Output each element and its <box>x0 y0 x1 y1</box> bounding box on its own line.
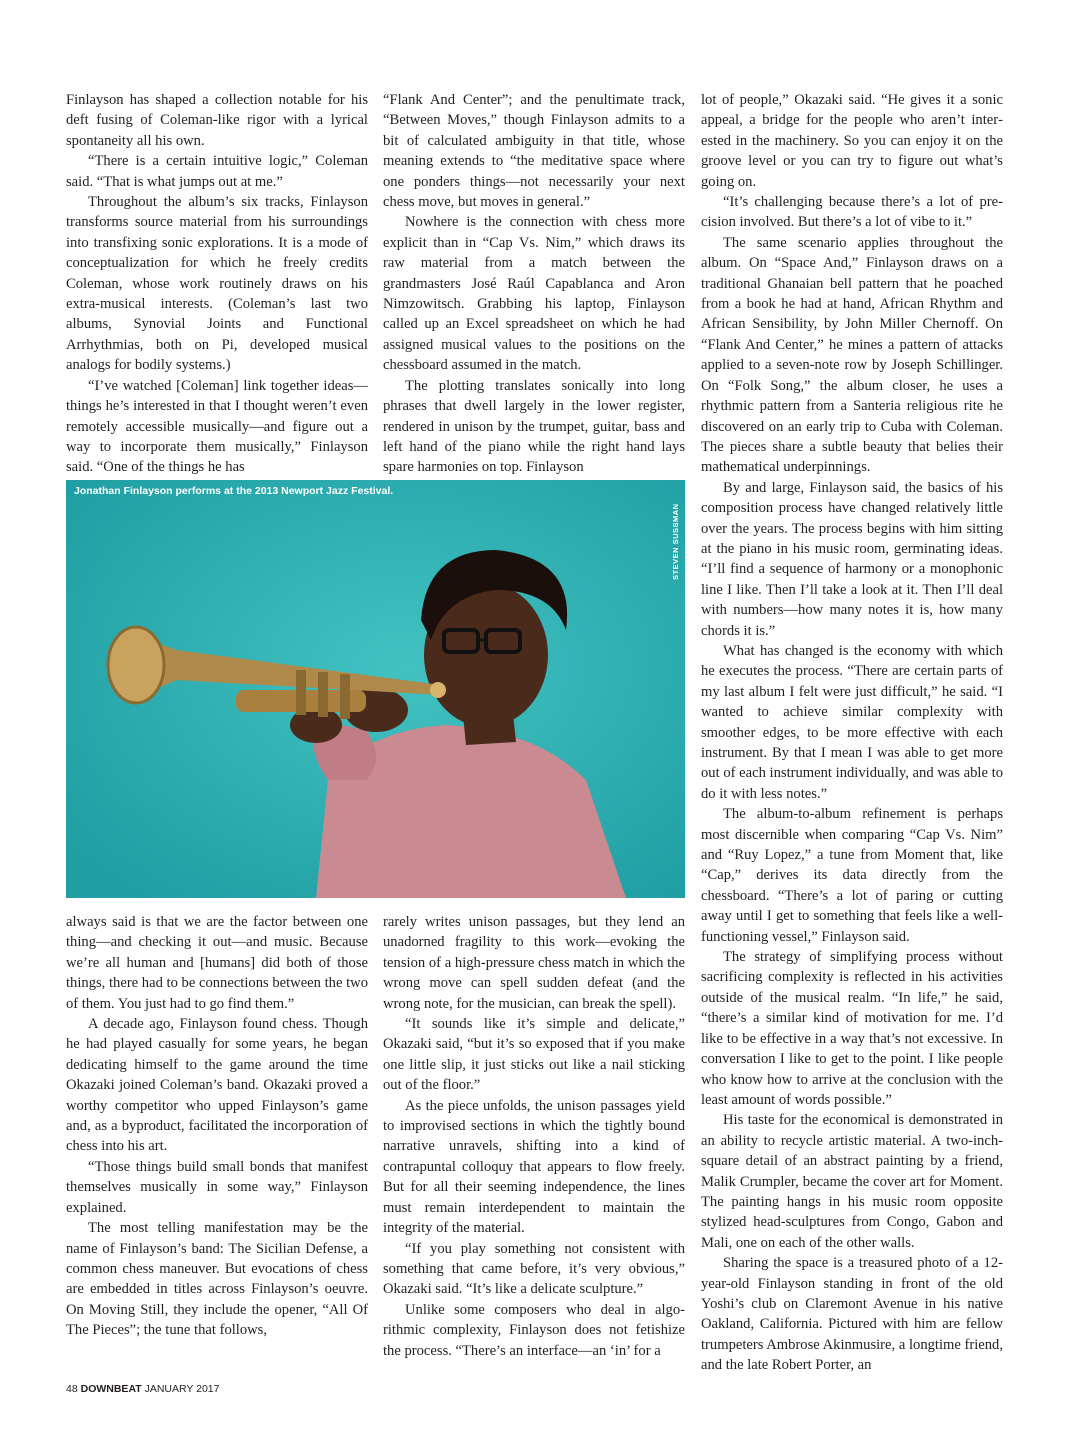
paragraph: “I’ve watched [Coleman] link together ideas—things he’s interested in that I thought weren’t even remotely accessible musically—and figure out a way to incorporate them musically,” Finlayson said. “One of the things he has <box>66 377 368 476</box>
paragraph: Nowhere is the connection with chess more explicit than in “Cap Vs. Nim,” which draws its raw material from a match between the grandmasters José Raúl Capablanca and Aron Nimzowitsch. Grabbing his laptop, Finlayson called up an Excel spreadsheet on which he had assigned musical values to the positions on the chessboard assumed in the match. <box>383 214 685 374</box>
paragraph: As the piece unfolds, the unison passages yield to improvised sections in which the tightly bound narrative unravels, shifting into a kind of contrapuntal colloquy that appears to flow freely. But for all their seeming independence, the lines must remain interdependent to maintain the integrity of the material. <box>383 1097 685 1237</box>
column-2-top <box>383 90 685 478</box>
magazine-name: DOWNBEAT <box>80 1383 142 1395</box>
performance-photo <box>66 480 685 898</box>
paragraph: “Those things build small bonds that manifest themselves musically in some way,” Finlayson explained. <box>66 1158 368 1216</box>
paragraph: The same scenario applies throughout the album. On “Space And,” Finlayson draws on a traditional Ghanaian bell pattern that he poached from a book he had at hand, African Rhythm and African Sensibility, by John Miller Chernoff. On “Flank And Center,” he mines a pattern of attacks applied to a seven-note row by Joseph Schillinger. On “Folk Song,” the album closer, he uses a rhythmic pattern from a Santeria religious rite he discovered on an early trip to Cuba with Coleman. The pieces share a subtle beauty that belies their mathematical underpinnings. <box>701 234 1003 476</box>
paragraph: Unlike some composers who deal in algorithmic complexity, Finlayson does not fetishize the process. “There’s an interface—an ‘in’ for a <box>383 1301 685 1359</box>
paragraph: The most telling manifestation may be the name of Finlayson’s band: The Sicilian Defense, a common chess maneuver. But evocations of chess are embedded in titles across Finlayson’s oeuvre. On Moving Still, they include the opener, “All Of The Pieces”; the tune that follows, <box>66 1220 368 1339</box>
paragraph: always said is that we are the factor between one thing—and checking it out—and music. Because we’re all human and [humans] did both of those things, there had to be connections between the two of them. You just had to go find them.” <box>66 914 368 1012</box>
paragraph: By and large, Finlayson said, the basics of his composition process have changed relatively little over the years. The process begins with him sitting at the piano in his music room, germinating ideas. “I’ll find a sequence of harmony or a monophonic line I like. Then I’ll take a look at it. Then I’ll deal with numbers—how many notes it is, how many chords it is.” <box>701 479 1003 639</box>
paragraph: “It sounds like it’s simple and delicate,” Okazaki said, “but it’s so exposed that if you make one little slip, it just sticks out like a nail sticking out of the floor.” <box>383 1016 685 1094</box>
paragraph: lot of people,” Okazaki said. “He gives it a sonic appeal, a bridge for the people who aren’t interested in the machinery. So you can enjoy it on the groove level or you can try to figure out what’s going on. <box>701 92 1003 190</box>
column-3 <box>701 90 1003 1376</box>
paragraph: rarely writes unison passages, but they lend an unadorned fragility to this work—evoking the tension of a high-pressure chess match in which the wrong move can spell sudden defeat (and the wrong note, for the musician, can break the spell). <box>383 914 685 1012</box>
paragraph: Finlayson has shaped a collection notable for his deft fusing of Coleman-like rigor with a lyrical spontaneity all his own. <box>66 92 368 149</box>
photo-credit: STEVEN SUSSMAN <box>671 503 680 580</box>
page-footer <box>66 1383 219 1395</box>
column-2-bottom <box>383 912 685 1361</box>
paragraph: His taste for the economical is demonstrated in an ability to recycle artistic material. A two-inch-square detail of an abstract painting by a friend, Malik Crumpler, became the cover art for Moment. The painting hangs in his music room opposite stylized head-sculptures from Congo, Gabon and Mali, one on each of the other walls. <box>701 1112 1003 1251</box>
paragraph: “There is a certain intuitive logic,” Coleman said. “That is what jumps out at me.” <box>66 153 368 190</box>
paragraph: Sharing the space is a treasured photo of a 12-year-old Finlayson standing in front of the old Yoshi’s club on Claremont Avenue in his native Oakland, California. Pictured with him are fellow trumpeters Ambrose Akinmusire, a longtime friend, and the late Robert Porter, an <box>701 1255 1003 1374</box>
photo-caption: Jonathan Finlayson performs at the 2013 Newport Jazz Festival. <box>74 485 394 497</box>
paragraph: Throughout the album’s six tracks, Finlayson transforms source material from his surroundings into transfixing sonic explorations. It is a mode of conceptualization for which he freely credits Coleman, whose work routinely draws on his extra-musical interests. (Coleman’s last two albums, Synovial Joints and Functional Arrhythmias, both on Pi, developed musical analogs for bodily systems.) <box>66 194 368 374</box>
paragraph: “Flank And Center”; and the penultimate track, “Between Moves,” though Finlayson admits to a bit of calculated ambiguity in that title, whose meaning extends to “the meditative space where one ponders things—not necessarily your next chess move, but moves in general.” <box>383 92 685 211</box>
paragraph: What has changed is the economy with which he executes the process. “There are certain parts of my last album I felt were just difficult,” he said. “I wanted to achieve similar complexity with smoother edges, to be more effective with each instrument. By that I mean I was able to get more out of each instrument individually, and was able to do it with less notes.” <box>701 642 1003 802</box>
paragraph: A decade ago, Finlayson found chess. Though he had played casually for some years, he began dedicating himself to the game around the time Okazaki joined Coleman’s band. Okazaki proved a worthy competitor who upped Finlayson’s game and, as a byproduct, facilitated the incorporation of chess into his art. <box>66 1016 368 1155</box>
issue-date: JANUARY 2017 <box>144 1383 220 1395</box>
paragraph: “If you play something not consistent with something that came before, it’s very obvious,” Okazaki said. “It’s like a delicate sculpture.” <box>383 1240 685 1298</box>
trumpet-player-illustration <box>66 480 685 898</box>
paragraph: The plotting translates sonically into long phrases that dwell largely in the lower register, rendered in unison by the trumpet, guitar, bass and left hand of the piano while the right hand lays spare harmonies on top. Finlayson <box>383 377 685 476</box>
paragraph: “It’s challenging because there’s a lot of precision involved. But there’s a lot of vibe to it.” <box>701 194 1003 231</box>
column-1-top <box>66 90 368 478</box>
page-number: 48 <box>66 1383 78 1395</box>
paragraph: The strategy of simplifying process without sacrificing complexity is reflected in his activities outside of the musical realm. “In life,” he said, “there’s a similar kind of motivation for me. I’d like to be effective in a way that’s not excessive. In conversation I like to get to the point. I like people who know how to arrive at the conclusion with the least amount of words possible.” <box>701 949 1003 1108</box>
column-1-bottom <box>66 912 368 1341</box>
paragraph: The album-to-album refinement is perhaps most discernible when comparing “Cap Vs. Nim” and “Ruy Lopez,” a tune from Moment that, like “Cap,” derives its data directly from the chessboard. “There’s a lot of paring or cutting away until I get to something that feels like a well-functioning vessel,” Finlayson said. <box>701 806 1003 945</box>
